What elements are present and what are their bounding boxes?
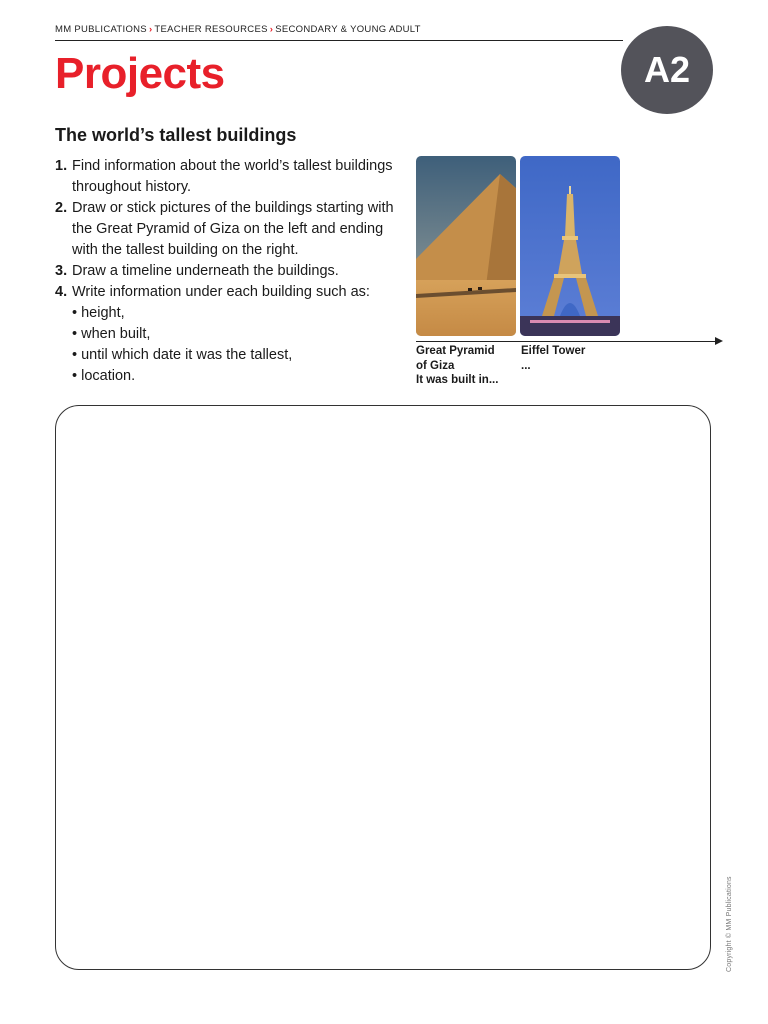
instructions-list [55, 156, 405, 387]
drawing-area[interactable] [55, 405, 711, 970]
pyramid-caption [416, 344, 498, 388]
breadcrumb-item-publisher[interactable]: MM PUBLICATIONS [55, 24, 147, 35]
breadcrumb-item-secondary[interactable]: SECONDARY & YOUNG ADULT [275, 24, 421, 35]
step-number: 3. [55, 263, 68, 279]
breadcrumb [55, 24, 421, 35]
page-title: Projects [55, 49, 225, 98]
step-text: Write information under each building such as: [72, 284, 370, 300]
eiffel-caption [521, 344, 585, 373]
pyramid-photo [416, 156, 516, 336]
info-bullet-list [72, 303, 405, 387]
step-text: Draw a timeline underneath the buildings. [72, 263, 339, 279]
bullet-item: • height, [72, 305, 125, 321]
instruction-step [55, 261, 405, 282]
caption-line: Great Pyramid [416, 345, 495, 357]
bullet-item: • location. [72, 368, 136, 384]
caption-line: It was built in... [416, 374, 499, 386]
instruction-step [55, 156, 405, 198]
timeline-line [416, 341, 718, 342]
step-text: Find information about the world’s tallest buildings throughout history. [72, 158, 393, 195]
step-number: 2. [55, 200, 68, 216]
level-badge: A2 [621, 26, 713, 114]
caption-line: Eiffel Tower [521, 345, 586, 357]
caption-line: ... [521, 359, 531, 372]
step-number: 1. [55, 158, 68, 174]
bullet-item: • until which date it was the tallest, [72, 347, 293, 363]
copyright-notice: Copyright © MM Publications [726, 876, 733, 972]
breadcrumb-item-teacher-resources[interactable]: TEACHER RESOURCES [154, 24, 268, 35]
instruction-step [55, 198, 405, 261]
instruction-step [55, 282, 405, 303]
step-number: 4. [55, 284, 68, 300]
section-subtitle: The world’s tallest buildings [55, 125, 297, 145]
step-text: Draw or stick pictures of the buildings starting with the Great Pyramid of Giza on the left and ending with the tallest building on the right. [72, 200, 394, 258]
header-divider [55, 40, 623, 41]
breadcrumb-separator-icon: › [148, 24, 153, 35]
timeline-arrow-icon [715, 337, 723, 345]
eiffel-tower-photo [520, 156, 620, 336]
breadcrumb-separator-icon: › [269, 24, 274, 35]
caption-line: of Giza [416, 359, 455, 372]
bullet-item: • when built, [72, 326, 151, 342]
